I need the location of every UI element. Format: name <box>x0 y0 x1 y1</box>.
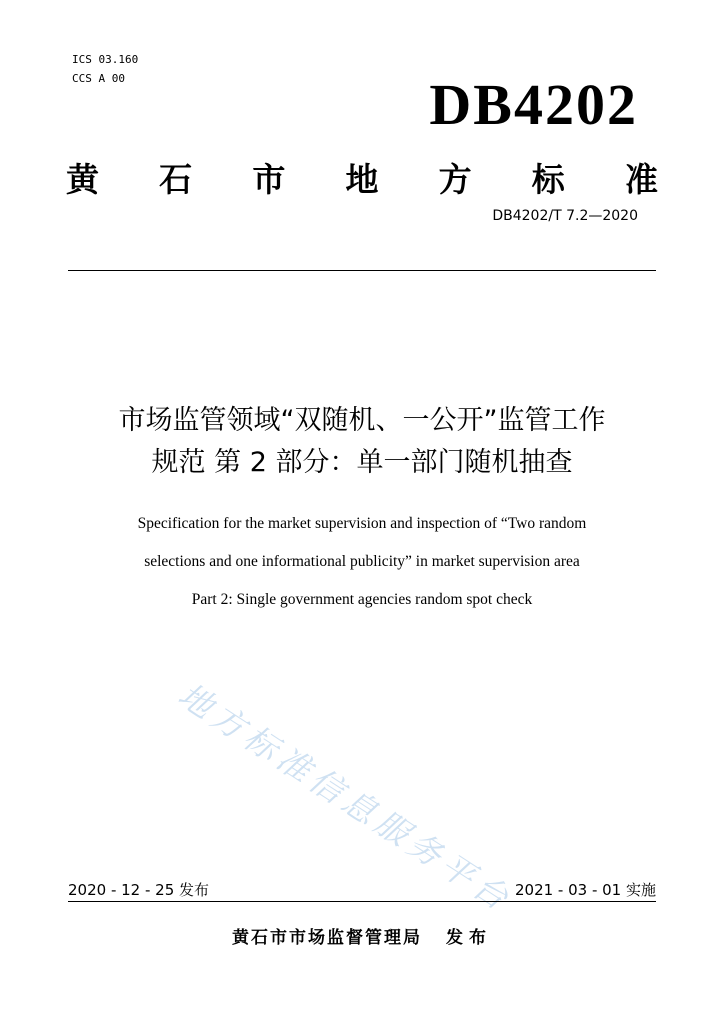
issuer-line <box>0 923 724 948</box>
implementation-date: 2021 - 03 - 01 实施 <box>514 881 656 899</box>
chinese-title-line: 市场监管领域“双随机、一公开”监管工作 <box>118 405 606 436</box>
classification-codes <box>72 50 138 88</box>
standard-prefix: DB4202 <box>429 72 638 137</box>
chinese-title-line: 规范 第 2 部分：单一部门随机抽查 <box>151 447 573 478</box>
english-title-line: Specification for the market supervision and inspection of “Two random <box>137 515 587 532</box>
bottom-divider <box>68 901 656 902</box>
english-title-line: selections and one informational publicity” in market supervision area <box>144 553 580 570</box>
chinese-title <box>40 400 684 484</box>
issue-date: 2020 - 12 - 25 发布 <box>68 881 210 899</box>
standard-type-char: 黄 <box>66 159 99 199</box>
standard-type-char: 地 <box>345 159 379 199</box>
english-title <box>40 512 684 626</box>
standard-type-char: 标 <box>531 159 565 199</box>
standard-type-char: 准 <box>624 159 658 199</box>
issue-action: 发布 <box>446 928 492 948</box>
watermark: 地方标准信息服务平台 <box>171 675 520 921</box>
standard-type-char: 市 <box>252 159 286 199</box>
issuing-organization: 黄石市市场监督管理局 <box>232 928 422 948</box>
standard-type-char: 方 <box>438 159 472 199</box>
standard-type-title <box>66 152 658 202</box>
english-title-line: Part 2: Single government agencies random spot check <box>191 591 533 608</box>
ccs-code: CCS A 00 <box>72 72 125 85</box>
top-divider <box>68 270 656 271</box>
standard-type-char: 石 <box>159 159 193 199</box>
ics-code: ICS 03.160 <box>72 53 139 66</box>
standard-number: DB4202/T 7.2—2020 <box>492 208 638 224</box>
